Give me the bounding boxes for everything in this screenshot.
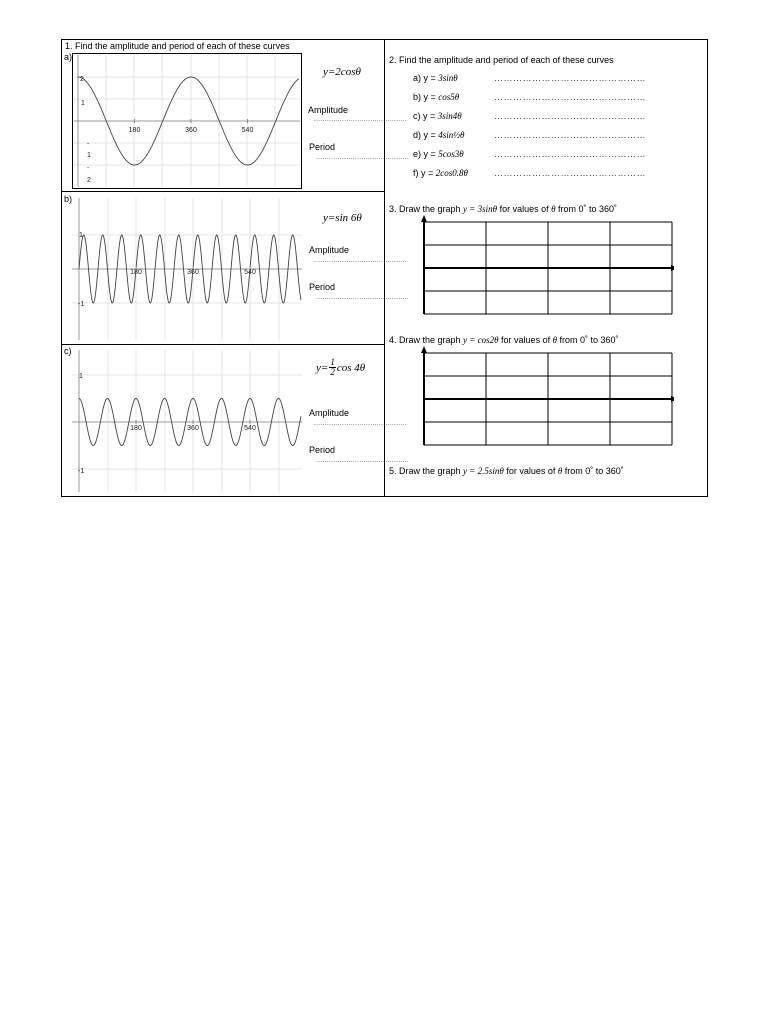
q2-item xyxy=(413,92,459,103)
part-b-period-label: Period xyxy=(309,282,336,292)
y-tick-label: 1 xyxy=(79,232,83,239)
part-c-period-answer[interactable]: ........................................... xyxy=(316,458,410,464)
x-tick-label: 540 xyxy=(244,425,256,432)
part-c-equation xyxy=(316,358,365,377)
y-tick-label: -1 xyxy=(78,301,85,308)
y-tick-label: 2 xyxy=(87,177,91,184)
q3-drawing-grid[interactable] xyxy=(418,214,674,318)
q3-expr: 3sinθ xyxy=(477,204,498,214)
graph-a xyxy=(72,53,302,189)
part-a-period-answer[interactable]: ........................................... xyxy=(316,155,410,161)
part-a-equation: y=2cosθ xyxy=(323,66,361,78)
q2-item-expr: 3sin4θ xyxy=(437,111,462,121)
q4-drawing-grid[interactable] xyxy=(418,345,674,449)
q2-item-answer-line[interactable]: ………………………………………… xyxy=(494,92,646,102)
q3-y: y = xyxy=(463,204,478,214)
part-b-amplitude-answer[interactable]: ........................................... xyxy=(314,258,408,264)
y-axis-arrow xyxy=(421,215,427,222)
part-c-amplitude-answer[interactable]: ........................................... xyxy=(314,421,408,427)
part-b-equation: y=sin 6θ xyxy=(323,212,362,224)
part-c-eq-denominator: 2 xyxy=(330,367,335,377)
q2-item-answer-line[interactable]: ………………………………………… xyxy=(494,130,646,140)
q2-item-answer-line[interactable]: ………………………………………… xyxy=(494,149,646,159)
q2-item-label: a) y = xyxy=(413,73,439,83)
q4-y: y = xyxy=(463,335,478,345)
q4-pre: 4. Draw the graph xyxy=(389,335,464,345)
y-tick-label: 2 xyxy=(80,76,84,83)
part-b-amplitude-label: Amplitude xyxy=(309,245,350,255)
graph-b xyxy=(70,196,304,342)
q5-theta: θ xyxy=(557,466,563,476)
q2-item xyxy=(413,149,464,160)
part-b-period-answer[interactable]: ........................................... xyxy=(316,295,410,301)
q5-post: from 0˚ to 360˚ xyxy=(562,466,624,476)
x-tick-label: 360 xyxy=(185,127,197,134)
q2-item xyxy=(413,168,468,179)
row-divider-2 xyxy=(61,344,385,345)
q2-item xyxy=(413,111,462,122)
part-c-eq-numerator: 1 xyxy=(330,357,335,367)
part-a-label: a) xyxy=(64,52,73,62)
part-c-eq-prefix: y= xyxy=(316,361,329,374)
q3-post: from 0˚ to 360˚ xyxy=(555,204,618,214)
column-divider xyxy=(384,39,385,497)
part-c-label: c) xyxy=(64,346,72,356)
x-tick-label: 540 xyxy=(241,127,254,134)
x-tick-label: 360 xyxy=(187,269,199,276)
y-tick-label: -1 xyxy=(78,468,85,475)
x-tick-label: 540 xyxy=(244,269,256,276)
q2-item-answer-line[interactable]: ………………………………………… xyxy=(494,73,646,83)
y-tick-label: 1 xyxy=(87,152,91,159)
part-a-period-label: Period xyxy=(309,142,336,152)
q5-pre: 5. Draw the graph xyxy=(389,466,464,476)
q5-instruction xyxy=(389,466,624,477)
q2-item-expr: 2cos0.8θ xyxy=(435,168,468,178)
q2-item-expr: 5cos3θ xyxy=(438,149,464,159)
x-tick-label: 180 xyxy=(128,127,141,134)
part-c-eq-suffix: cos 4θ xyxy=(336,361,366,374)
q1-title: 1. Find the amplitude and period of each of these curves xyxy=(65,41,290,51)
q2-item xyxy=(413,73,458,84)
x-tick-label: 180 xyxy=(130,425,142,432)
part-b-label: b) xyxy=(64,194,73,204)
part-a-amplitude-answer[interactable]: ........................................... xyxy=(314,117,408,123)
x-axis-arrow xyxy=(671,396,674,402)
row-divider-1 xyxy=(61,191,385,192)
q2-item-label: b) y = xyxy=(413,92,439,102)
q5-expr: 2.5sinθ xyxy=(477,466,504,476)
q2-item-answer-line[interactable]: ………………………………………… xyxy=(494,168,646,178)
q4-post: from 0˚ to 360˚ xyxy=(557,335,619,345)
q2-item xyxy=(413,130,464,141)
q2-item-label: f) y = xyxy=(413,168,436,178)
q5-mid: for values of xyxy=(503,466,558,476)
q5-y: y = xyxy=(463,466,478,476)
x-tick-label: 360 xyxy=(187,425,199,432)
y-tick-label: 1 xyxy=(81,100,85,107)
q2-item-expr: 3sinθ xyxy=(438,73,458,83)
q4-mid: for values of xyxy=(498,335,553,345)
y-tick-label: - xyxy=(87,141,90,148)
q4-expr: cos2θ xyxy=(477,335,499,345)
y-tick-label: 1 xyxy=(79,373,83,380)
x-tick-label: 180 xyxy=(130,269,142,276)
q4-theta: θ xyxy=(552,335,557,345)
q2-item-label: e) y = xyxy=(413,149,439,159)
q2-item-label: c) y = xyxy=(413,111,438,121)
y-tick-label: - xyxy=(87,165,90,172)
part-a-amplitude-label: Amplitude xyxy=(308,105,349,115)
q2-item-label: d) y = xyxy=(413,130,439,140)
q3-mid: for values of xyxy=(497,204,552,214)
x-axis-arrow xyxy=(671,265,674,271)
part-c-amplitude-label: Amplitude xyxy=(309,408,350,418)
q2-item-expr: 4sin½θ xyxy=(438,130,465,140)
part-c-period-label: Period xyxy=(309,445,336,455)
q2-title: 2. Find the amplitude and period of each of these curves xyxy=(389,55,614,65)
q2-item-answer-line[interactable]: ………………………………………… xyxy=(494,111,646,121)
q2-item-expr: cos5θ xyxy=(438,92,460,102)
y-axis-arrow xyxy=(421,346,427,353)
q3-pre: 3. Draw the graph xyxy=(389,204,464,214)
q3-theta: θ xyxy=(551,204,556,214)
graph-c xyxy=(70,348,304,494)
